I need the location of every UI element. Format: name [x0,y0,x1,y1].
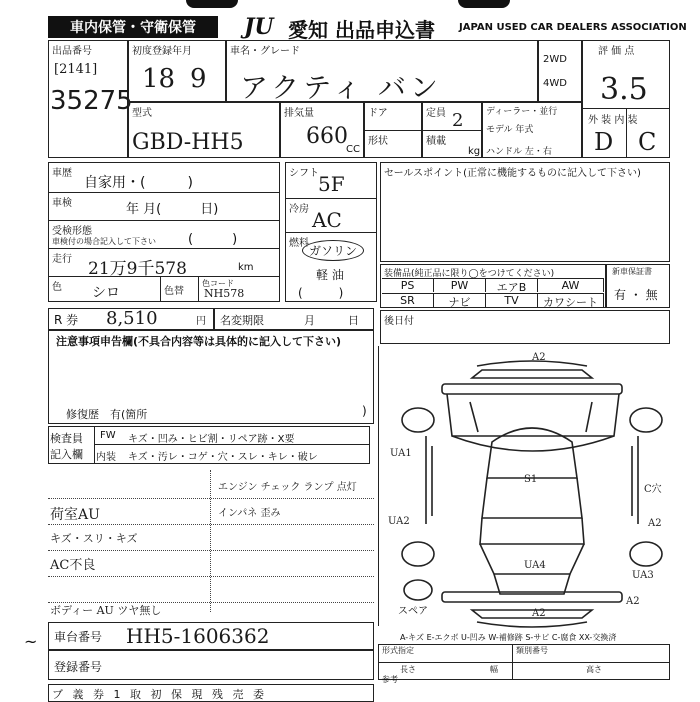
note-seat: キズ・スリ・キズ [50,532,138,545]
equipment-pw: PW [434,278,486,292]
postfix-box [380,310,670,344]
color-code-value: NH578 [204,287,245,300]
drive-box [538,40,582,102]
shift-value: 5F [318,172,345,196]
form-title: 愛知 出品申込書 [288,18,435,42]
notes-label: 注意事項申告欄(不具合内容等は具体的に記入して下さい) [56,335,342,348]
ext-int-label: 外 装 内 装 [588,115,638,126]
equipment-ナビ: ナビ [434,293,486,307]
score-label: 評 価 点 [598,46,635,57]
equipment-tv: TV [486,293,538,307]
model-value: GBD-HH5 [132,130,244,155]
car-name-label: 車名・グレード [230,46,300,57]
receipt-paren: ( ) [188,232,238,247]
reg-month: 9 [190,64,207,94]
punch-hole-left [186,0,238,8]
equipment-カワシート: カワシート [538,293,604,307]
model-label: 型式 [132,108,152,119]
km-unit: km [238,262,254,273]
shift-label: シフト [289,168,319,179]
color-code-label: 色コード [202,279,234,288]
mileage-value: 21万9千578 [88,259,187,279]
name-change-value: 月 日 [304,314,359,327]
int-grade: C [638,128,657,156]
mileage-label: 走行 [52,254,72,265]
lot-code: [2141] [54,62,98,77]
note-body: ボディー AU ツヤ無し [50,604,162,617]
mark-left-rear: UA2 [388,516,410,527]
cc-unit: CC [346,144,360,155]
fw-items: キズ・凹み・ヒビ割・リペア跡・X要 [128,434,295,445]
handle-label: ハンドル 左・右 [486,147,552,157]
equipment-label: 装備品(純正品に限り◯をつけてください) [384,269,555,279]
warranty-value: 有 ・ 無 [614,288,658,302]
name-change-label: 名変期限 [220,314,264,327]
association-name: JAPAN USED CAR DEALERS ASSOCIATION [459,22,687,33]
capacity-value: 2 [452,110,464,131]
height-label: 高さ [586,665,602,674]
inspection-value: 年 月( 日) [126,202,219,217]
fuel-light: 軽 油 [316,268,344,282]
storage-badge: 車内保管・守衛保管 [48,16,218,38]
score-value: 3.5 [600,72,648,107]
receipt-note: 車検付の場合記入して下さい [52,237,156,246]
inspection-label: 車検 [52,198,72,209]
capacity-label: 定員 [426,108,446,119]
r-ticket-value: 8,510 [106,308,158,329]
dealer-label: ディーラー・並行 [486,107,558,117]
mark-roof: S1 [524,474,538,485]
shape-year-label: 形式指定 [382,646,414,655]
note-dashboard: インパネ 歪み [218,508,281,519]
damage-legend: A-キズ E-エクボ U-凹み W-補修跡 S-サビ C-腐食 XX-交換済 [400,633,617,642]
usage-value: 自家用・( ) [84,175,193,191]
mark-rear-bumper: A2 [532,608,546,619]
yen-unit: 円 [196,316,206,327]
car-name: アクティ バン [240,71,442,104]
r-ticket-label: R 券 [54,313,79,327]
mark-left-front: UA1 [390,448,412,459]
lot-number: 35275 [50,86,133,116]
note-engine-lamp: エンジン チェック ランプ 点灯 [218,482,357,493]
door-label: ドア [368,108,388,119]
ju-logo: JU [244,14,274,40]
color-label: 色 [52,282,62,293]
docs-items: ブ 義 券 1 取 初 保 現 残 売 委 [52,688,267,701]
fuel-value: ガソリン [302,240,364,261]
reg-no-label: 登録番号 [54,660,103,674]
displacement-value: 660 [306,124,348,149]
equipment-aw: AW [538,278,604,292]
fuel-label: 燃料 [289,238,309,249]
mark-right-rear: A2 [648,518,662,529]
spare-label: スペア [398,606,428,617]
ext-grade: D [594,128,614,156]
length-label: 長さ [400,665,416,674]
interior-items: キズ・汚レ・コゲ・穴・スレ・キレ・破レ [128,452,318,463]
category-no-label: 類別番号 [516,646,548,655]
fuel-paren: ( ) [298,286,344,300]
warranty-label: 新車保証書 [612,267,652,276]
aircon-label: 冷房 [289,204,309,215]
equipment-エアb: エアB [486,278,538,292]
chassis-label: 車台番号 [54,630,103,644]
remarks-label: 参考 [382,675,398,684]
note-ac: AC不良 [50,558,96,573]
chassis-value: HH5-1606362 [126,624,270,648]
interior-label: 内装 [96,452,116,463]
mark-rear-window: UA4 [524,560,546,571]
equipment-ps: PS [382,278,434,292]
equipment-sr: SR [382,293,434,307]
color-change-label: 色替 [164,286,184,297]
car-damage-diagram [382,346,676,632]
punch-hole-right [458,0,510,8]
load-label: 積載 [426,136,446,147]
postfix-label: 後日付 [384,316,414,327]
mark-right-hole: C穴 [644,484,662,495]
mark-front-bumper: A2 [532,352,546,363]
repair-paren: ) [362,404,367,418]
mark-rear-corner: UA3 [632,570,654,581]
note-cargo: 荷室AU [50,507,100,523]
reg-date-label: 初度登録年月 [132,46,192,57]
inspector-label: 検査員 [50,432,83,445]
reg-year: 18 [142,64,176,94]
sales-point-label: セールスポイント(正常に機能するものに記入して下さい) [384,168,641,179]
2wd-label: 2WD [543,54,567,65]
color-value: シロ [92,285,120,301]
kg-unit: kg [468,146,481,157]
model-year-label: モデル 年式 [486,125,534,135]
entry-label: 記入欄 [50,448,83,461]
repair-label: 修復歴 有(箇所 [66,408,148,421]
receipt-label: 受検形態 [52,226,92,237]
width-label: 幅 [490,665,498,674]
arrow-mark: ~ [24,632,38,651]
mark-rear-bumper-2: A2 [626,596,640,607]
fw-label: FW [100,430,116,441]
aircon-value: AC [312,208,342,232]
displacement-label: 排気量 [284,108,314,119]
4wd-label: 4WD [543,78,567,89]
usage-label: 車歴 [52,168,72,179]
shape-label: 形状 [368,136,388,147]
lot-label: 出品番号 [52,46,92,57]
